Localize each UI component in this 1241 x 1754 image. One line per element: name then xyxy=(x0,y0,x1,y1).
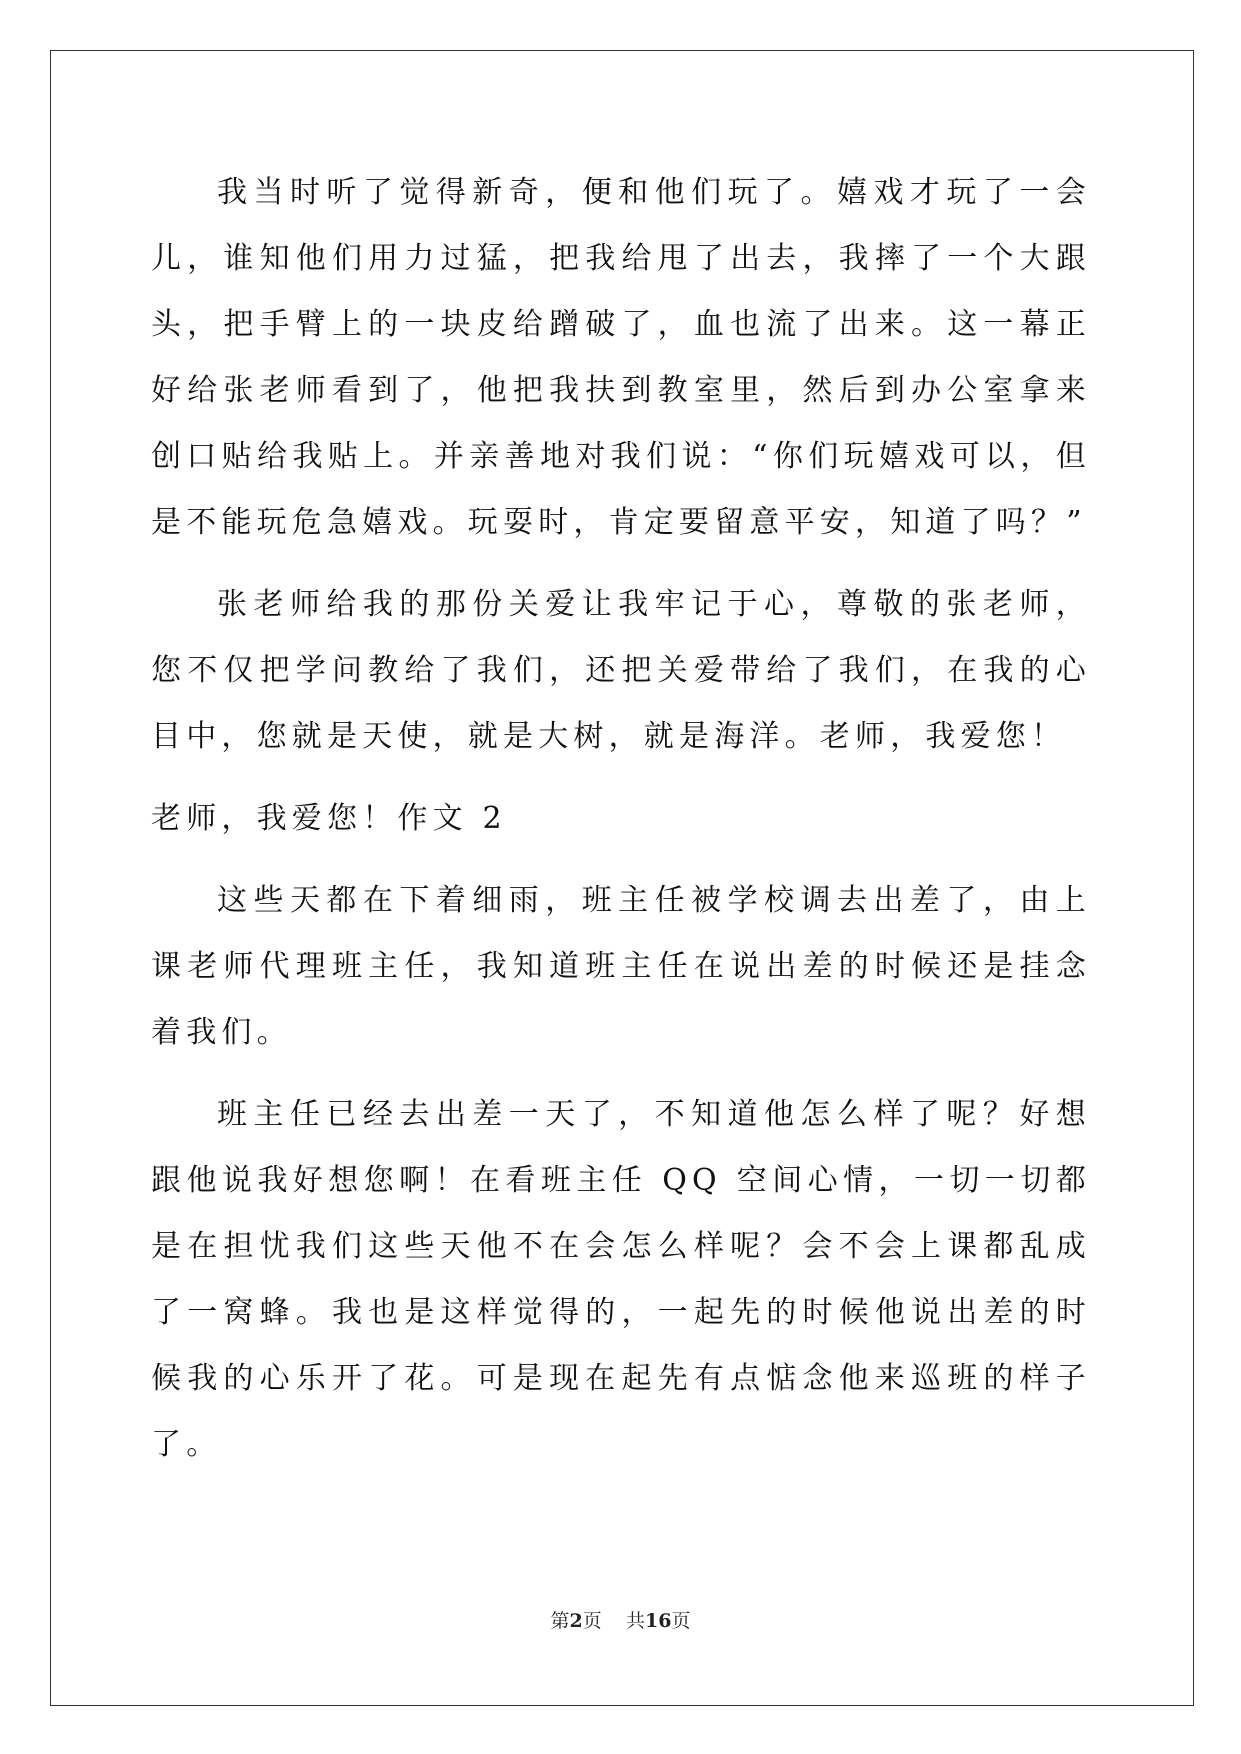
section-heading: 老师，我爱您！作文 2 xyxy=(151,801,507,836)
footer-prefix: 第 xyxy=(550,1610,570,1632)
footer-total-prefix: 共 xyxy=(625,1610,645,1632)
total-pages-number: 16 xyxy=(644,1610,672,1632)
paragraph: 张老师给我的那份关爱让我牢记于心，尊敬的张老师，您不仅把学问教给了我们，还把关爱带给了我们，在我的心目中，您就是天使，就是大树，就是海洋。老师，我爱您！ xyxy=(151,587,1091,754)
paragraph: 我当时听了觉得新奇，便和他们玩了。嬉戏才玩了一会儿，谁知他们用力过猛，把我给甩了出去，我摔了一个大跟头，把手臂上的一块皮给蹭破了，血也流了出来。这一幕正好给张老师看到了，他把我扶到教室里，然后到办公室拿来创口贴给我贴上。并亲善地对我们说：“你们玩嬉戏可以，但是不能玩危急嬉戏。玩耍时，肯定要留意平安，知道了吗？” xyxy=(151,175,1091,540)
current-page-number: 2 xyxy=(569,1610,583,1632)
footer-total-suffix: 页 xyxy=(671,1610,691,1632)
footer-page-suffix: 页 xyxy=(582,1610,602,1632)
paragraph: 这些天都在下着细雨，班主任被学校调去出差了，由上课老师代理班主任，我知道班主任在说出差的时候还是挂念着我们。 xyxy=(151,883,1091,1050)
paragraph: 班主任已经去出差一天了，不知道他怎么样了呢？好想跟他说我好想您啊！在看班主任 QQ 空间心情，一切一切都是在担忧我们这些天他不在会怎么样呢？会不会上课都乱成了一窝蜂。我也是这样觉得的，一起先的时候他说出差的时候我的心乐开了花。可是现在起先有点惦念他来巡班的样子了。 xyxy=(151,1097,1091,1462)
document-body xyxy=(151,160,1091,1494)
footer-gap xyxy=(602,1610,626,1632)
page-footer xyxy=(0,1606,1241,1633)
